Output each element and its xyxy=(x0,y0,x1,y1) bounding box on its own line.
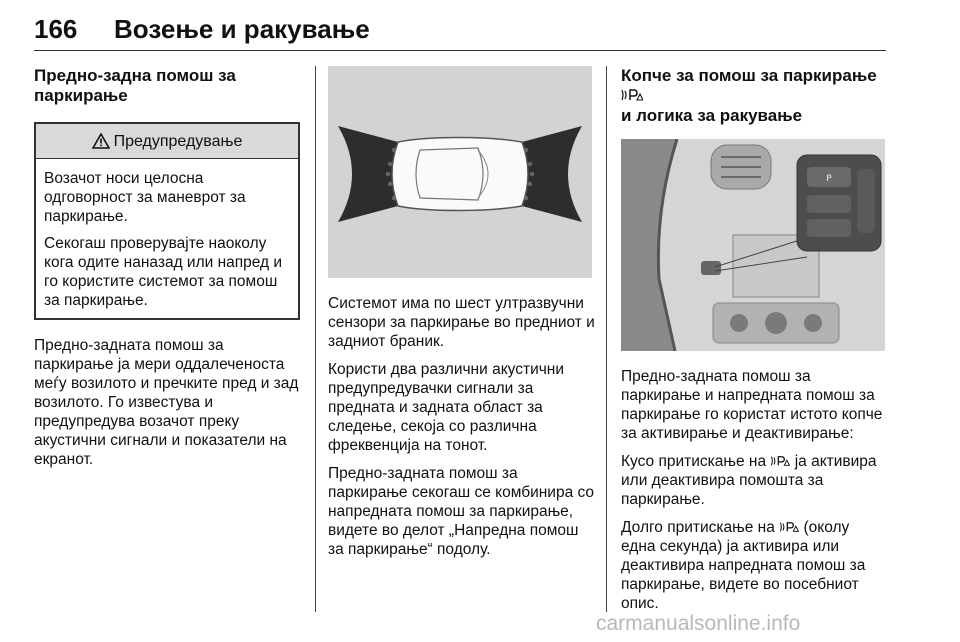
heading-line: Копче за помош за паркирање xyxy=(621,66,877,85)
header-rule xyxy=(34,50,886,51)
warning-box xyxy=(34,122,300,320)
body-paragraph: Долго притискање на (околу една секунда) ја активира или деактивира напредната помош за паркирање, видете во посебниот опис. xyxy=(621,519,866,612)
body-paragraph: Кусо притискање на ја активира или деактивира помошта за паркирање. xyxy=(621,453,877,508)
sensor-diagram-figure xyxy=(328,66,592,278)
warning-header xyxy=(36,124,298,159)
middle-column xyxy=(328,66,596,568)
section-heading: Предно-задна помош за паркирање xyxy=(34,66,236,105)
page-header xyxy=(34,6,884,50)
park-assist-icon xyxy=(770,455,790,467)
park-assist-icon xyxy=(779,521,799,533)
warning-triangle-icon xyxy=(92,133,110,149)
park-assist-button-location xyxy=(701,261,721,275)
right-column xyxy=(621,66,887,622)
section-heading xyxy=(621,66,887,126)
body-paragraph: Системот има по шест ултразвучни сензори за паркирање во предниот и задниот браник. xyxy=(328,295,595,350)
body-paragraph: Предно-задната помош за паркирање секогаш се комбинира со напредната помош за паркирање, видете во делот „Напредна помош за паркирање“ подолу. xyxy=(328,465,595,558)
park-assist-icon xyxy=(621,88,643,102)
body-paragraph: Предно-задната помош за паркирање и напредната помош за паркирање го користат истото копче за активирање и деактивирање: xyxy=(621,368,883,442)
column-divider xyxy=(315,66,316,612)
body-paragraph: Предно-задната помош за паркирање ја мери оддалеченоста меѓу возилото и пречките пред и зад возилото. Го известува и предупредува возачот преку акустични сигнали и показатели на екранот. xyxy=(34,337,299,468)
left-column xyxy=(34,66,300,478)
warning-text: Секогаш проверувајте наоколу кога одите наназад или напред и го користите системот за помош за паркирање. xyxy=(44,235,283,309)
watermark: carmanualsonline.info xyxy=(596,612,801,635)
warning-title: Предупредување xyxy=(113,132,243,150)
chapter-title: Возење и ракување xyxy=(114,14,370,44)
warning-text: Возачот носи целосна одговорност за маневрот за паркирање. xyxy=(44,170,246,225)
column-divider xyxy=(606,66,607,612)
svg-text:P: P xyxy=(826,174,832,184)
button-location-figure xyxy=(621,139,885,351)
heading-line: и логика за ракување xyxy=(621,106,803,125)
body-paragraph: Користи два различни акустични предупредувачки сигнали за предната и задната област за следење, секоја со различна фреквенција на тонот. xyxy=(328,361,565,454)
page-number: 166 xyxy=(34,14,78,44)
